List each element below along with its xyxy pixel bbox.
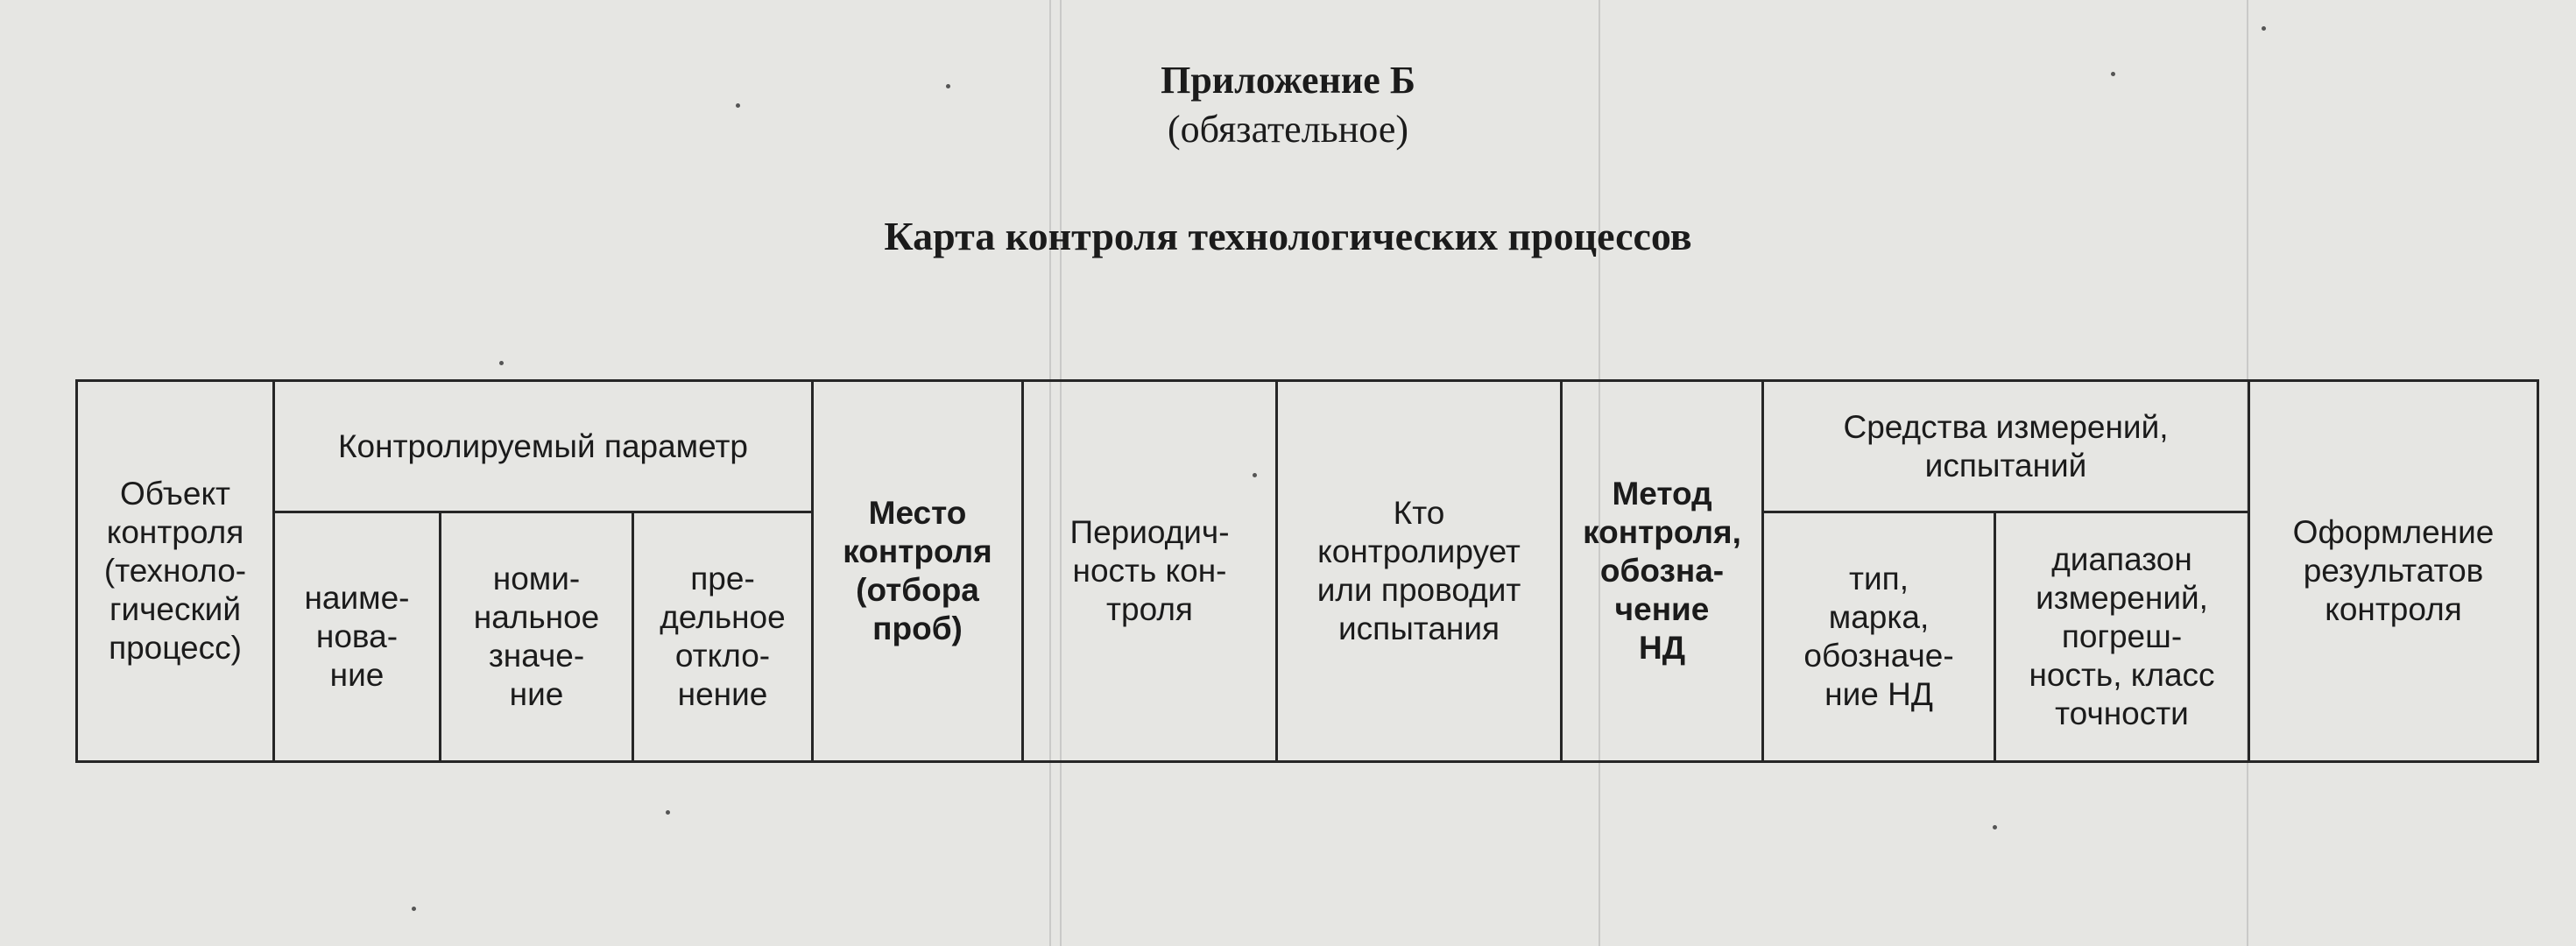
column-header-frequency: Периодич- ность кон- троля bbox=[1023, 381, 1277, 762]
column-header-place: Место контроля (отбора проб) bbox=[813, 381, 1023, 762]
column-header-method: Метод контроля, обозна- чение НД bbox=[1562, 381, 1763, 762]
column-header-parameter-nominal: номи- нальное значе- ние bbox=[441, 512, 633, 762]
column-header-parameter-tolerance: пре- дельное откло- нение bbox=[633, 512, 813, 762]
column-header-object: Объект контроля (техноло- гический процесс) bbox=[77, 381, 274, 762]
column-header-parameter-name: наиме- нова- ние bbox=[274, 512, 441, 762]
scan-speck bbox=[2111, 72, 2115, 76]
scan-speck bbox=[736, 103, 740, 108]
scan-speck bbox=[1993, 825, 1997, 830]
scan-speck bbox=[412, 907, 416, 911]
column-header-who: Кто контролирует или проводит испытания bbox=[1277, 381, 1562, 762]
column-group-instruments: Средства измерений, испытаний bbox=[1763, 381, 2249, 512]
scan-speck bbox=[2262, 26, 2266, 31]
column-header-instruments-range: диапазон измерений, погреш- ность, класс точности bbox=[1995, 512, 2249, 762]
control-card-table bbox=[75, 379, 2539, 763]
scan-speck bbox=[1253, 473, 1257, 477]
column-group-parameter: Контролируемый параметр bbox=[274, 381, 813, 512]
scan-speck bbox=[666, 810, 670, 815]
table-header-row bbox=[77, 381, 2538, 512]
appendix-title: Приложение Б bbox=[1161, 59, 1415, 102]
appendix-note: (обязательное) bbox=[1168, 108, 1408, 151]
scan-speck bbox=[499, 361, 504, 365]
scan-speck bbox=[946, 84, 950, 88]
column-header-results: Оформление результатов контроля bbox=[2249, 381, 2538, 762]
document-title: Карта контроля технологических процессов bbox=[884, 214, 1692, 258]
column-header-instruments-type: тип, марка, обозначе- ние НД bbox=[1763, 512, 1995, 762]
